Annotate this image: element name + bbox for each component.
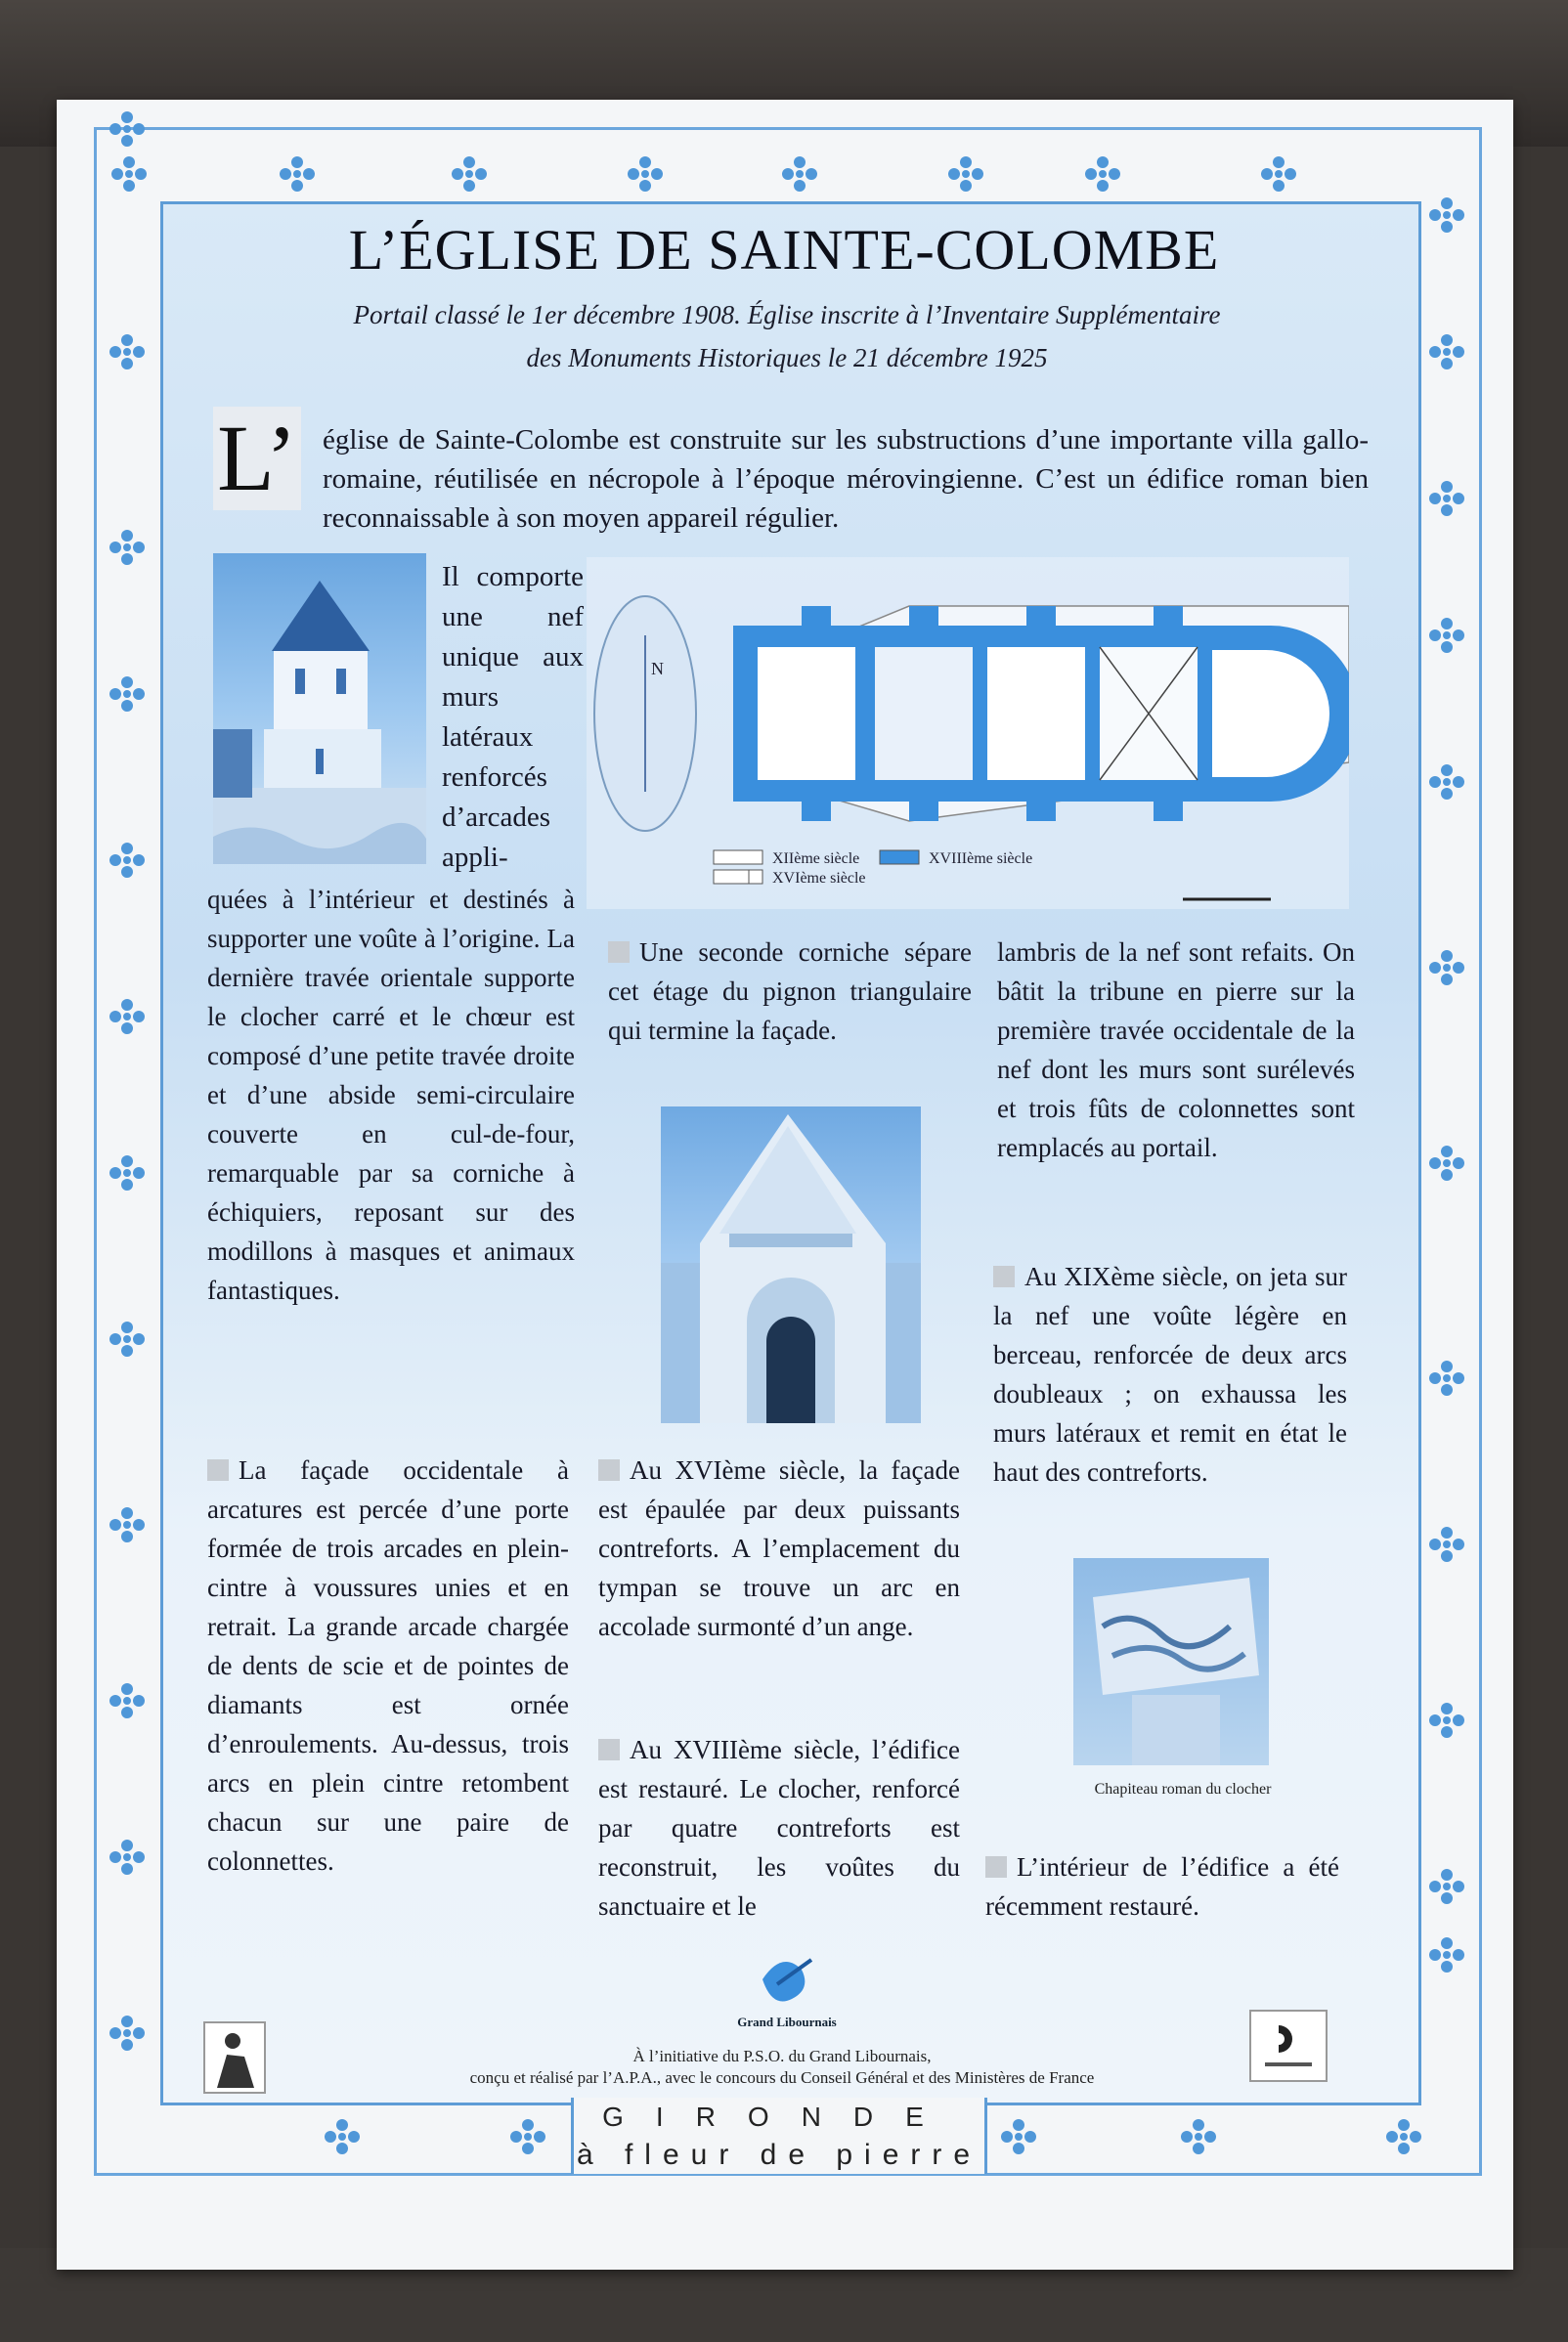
legend-12th-century: XIIème siècle [772, 850, 860, 867]
legend-16th-century: XVIème siècle [772, 870, 866, 887]
interior-text: L’intérieur de l’édifice a été récemment restauré. [985, 1852, 1339, 1921]
col1-continued-text: quées à l’intérieur et destinés à supporter une voûte à l’origine. La dernière travée orientale supporte le clocher carré et le chœur est composé d’une petite travée droite et d’une abside semi-circulaire couverte en cul-de-four, remarquable par sa corniche à échiquiers, reposant sur des modillons à masques et animaux fantastiques. [207, 885, 575, 1305]
bullet-square [598, 1739, 620, 1760]
page-title: L’ÉGLISE DE SAINTE-COLOMBE [348, 218, 1220, 282]
subtitle [244, 293, 1329, 379]
floor-plan [587, 557, 1349, 909]
bullet-square [207, 1459, 229, 1481]
col1-facade-paragraph [207, 1451, 569, 1881]
col2-16th-century-paragraph [598, 1451, 960, 1646]
bullet-square [985, 1856, 1007, 1878]
cornice-text: Une seconde corniche sépare cet étage du pignon triangulaire qui termine la façade. [608, 937, 972, 1045]
18th-century-text: Au XVIIIème siècle, l’édifice est restauré. Le clocher, renforcé par quatre contreforts est reconstruit, les voûtes du sanctuaire et le [598, 1735, 960, 1921]
col2-cornice-paragraph [608, 932, 972, 1050]
gironde-banner [571, 2098, 987, 2174]
subtitle-line-1: Portail classé le 1er décembre 1908. Église inscrite à l’Inventaire Supplémentaire [353, 300, 1221, 329]
col1-top-text: Il comporte une nef unique aux murs latéraux renforcés d’arcades appli- [442, 561, 584, 873]
legend-18th-century: XVIIIème siècle [929, 850, 1033, 867]
gironde-tagline: à fleur de pierre [576, 2139, 982, 2171]
col3-lambris-paragraph: lambris de la nef sont refaits. On bâtit la tribune en pierre sur la première travée occidentale de la nef dont les murs sont surélevés et trois fûts de colonnettes sont remplacés au portail. [997, 937, 1355, 1162]
subtitle-line-2: des Monuments Historiques le 21 décembre 1925 [526, 343, 1048, 372]
facade-photo [661, 1106, 921, 1423]
footer-line-2: conçu et réalisé par l’A.P.A., avec le concours du Conseil Général et des Ministères de France [469, 2068, 1095, 2087]
col3-19th-century-paragraph [993, 1257, 1347, 1492]
capital-photo [1073, 1558, 1269, 1765]
grand-libournais-logo [684, 1940, 890, 2038]
19th-century-text: Au XIXème siècle, on jeta sur la nef une voûte légère en berceau, renforcée de deux arcs doubleaux ; on exhaussa les murs latéraux et remit en état le haut des contreforts. [993, 1262, 1347, 1487]
mid-logo-text: Grand Libournais [737, 2015, 837, 2029]
apa-logo [203, 2021, 266, 2094]
col3-interior-paragraph [985, 1847, 1339, 1926]
photo-caption: Chapiteau roman du clocher [1094, 1781, 1272, 1798]
bell-tower-photo [213, 553, 426, 864]
gironde-title: GIRONDE [602, 2102, 956, 2132]
bullet-square [608, 941, 630, 963]
north-label: N [651, 659, 664, 678]
conseil-general-logo [1249, 2010, 1328, 2082]
facade-text: La façade occidentale à arcatures est percée d’une porte formée de trois arcades en plein-cintre à voussures unies et en retrait. La grande arcade chargée de dents de scie et de pointes de diamants est ornée d’enroulements. Au-dessus, trois arcs en plein cintre retombent chacun sur une paire de colonnettes. [207, 1455, 569, 1876]
bullet-square [598, 1459, 620, 1481]
16th-century-text: Au XVIème siècle, la façade est épaulée par deux puissants contreforts. A l’emplacement du tympan se trouve un arc en accolade surmonté d’un ange. [598, 1455, 960, 1641]
bullet-square [993, 1266, 1015, 1287]
footer-line-1: À l’initiative du P.S.O. du Grand Libournais, [632, 2047, 932, 2065]
drop-cap: L’ [213, 407, 301, 510]
intro-paragraph: église de Sainte-Colombe est construite sur les substructions d’une importante villa gallo-romaine, réutilisée en nécropole à l’époque mérovingienne. C’est un édifice roman bien reconnaissable à son moyen appareil régulier. [323, 424, 1369, 534]
col2-18th-century-paragraph [598, 1730, 960, 1926]
